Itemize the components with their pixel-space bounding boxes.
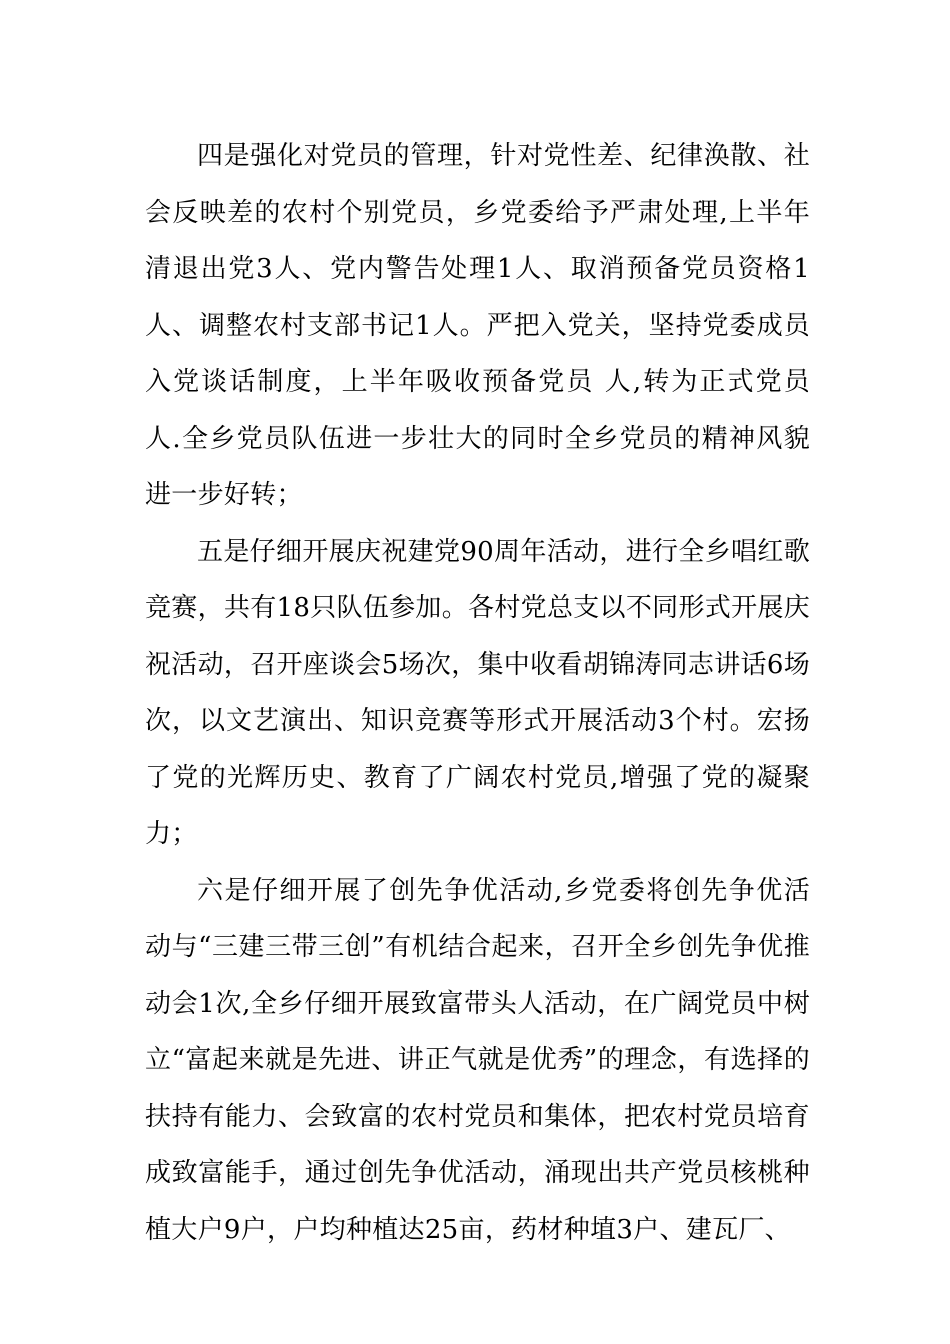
paragraph-five: 五是仔细开展庆祝建党90周年活动，进行全乡唱红歌竞赛，共有18只队伍参加。各村党总支以不同形式开展庆祝活动，召开座谈会5场次，集中收看胡锦涛同志讲话6场次，以文艺演出、知识竞赛等形式开展活动3个村。宏扬了党的光辉历史、教育了广阔农村党员,增强了党的凝聚力；: [145, 536, 810, 849]
paragraph-four: 四是强化对党员的管理，针对党性差、纪律涣散、社会反映差的农村个别党员，乡党委给予严肃处理,上半年清退出党3人、党内警告处理1人、取消预备党员资格1人、调整农村支部书记1人。严把入党关，坚持党委成员入党谈话制度，上半年吸收预备党员 人,转为正式党员 人.全乡党员队伍进一步壮大的同时全乡党员的精神风貌进一步好转；: [145, 141, 810, 510]
document-body: [145, 128, 810, 1258]
paragraph-six: 六是仔细开展了创先争优活动,乡党委将创先争优活动与“三建三带三创”有机结合起来，召开全乡创先争优推动会1次,全乡仔细开展致富带头人活动，在广阔党员中树立“富起来就是先进、讲正气就是优秀”的理念，有选择的扶持有能力、会致富的农村党员和集体，把农村党员培育成致富能手，通过创先争优活动，涌现出共产党员核桃种植大户9户，户均种植达25亩，药材种埴3户、建瓦厂、: [145, 875, 810, 1245]
